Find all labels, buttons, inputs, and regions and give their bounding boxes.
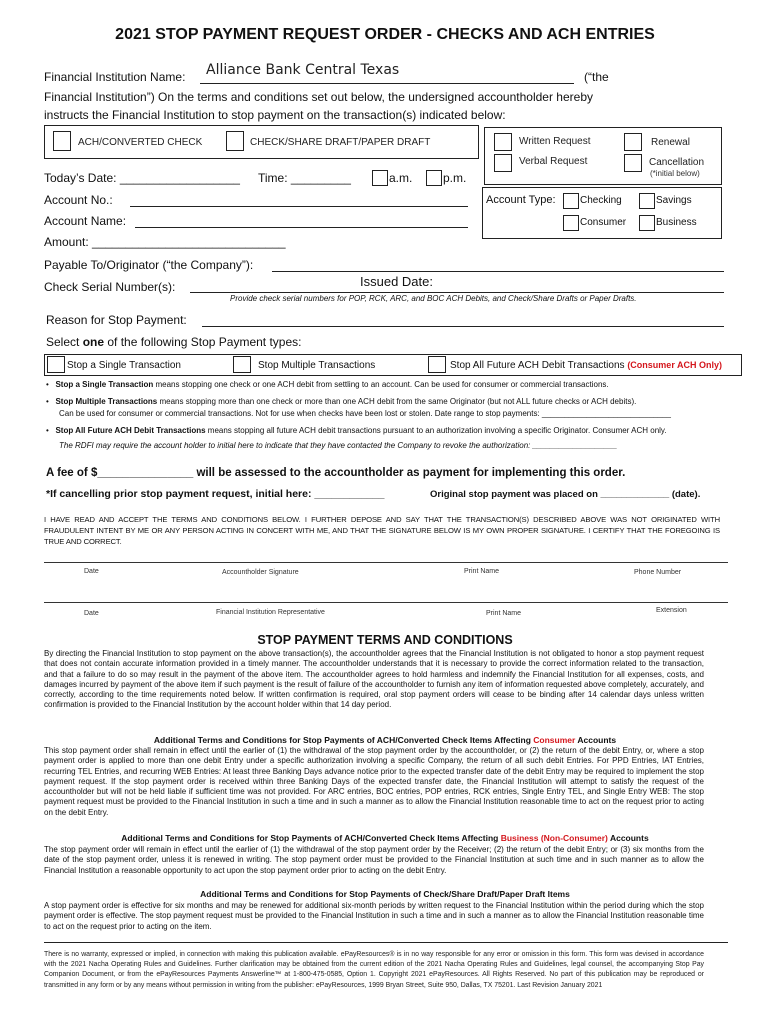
terms-h2 bbox=[0, 735, 770, 745]
check-share-checkbox[interactable] bbox=[226, 131, 244, 151]
intro-line2: Financial Institution”) On the terms and conditions set out below, the undersigned accountholder hereby bbox=[44, 90, 593, 104]
fin-name-field[interactable] bbox=[200, 83, 574, 84]
time-label: Time: _________ bbox=[258, 171, 351, 185]
sig-date-1: Date bbox=[84, 568, 99, 575]
signature-line-2[interactable] bbox=[44, 602, 728, 603]
all-future-checkbox[interactable] bbox=[428, 356, 446, 373]
checking-checkbox[interactable] bbox=[563, 193, 579, 209]
terms-p4: A stop payment order is effective for six months and may be renewed for additional six-month periods by written request to the Financial Institution within the period during which the stop payment order is effective. The stop payment request must be provided to the Financial Institution in such a time and in such a manner as to allow the Financial Institution reasonable time to act on the request prior to acting on the item. bbox=[44, 901, 704, 931]
account-name-field[interactable] bbox=[135, 227, 468, 228]
sig-extension: Extension bbox=[656, 607, 687, 614]
all-future-text: Stop All Future ACH Debit Transactions bbox=[450, 360, 628, 371]
footer-text: There is no warranty, expressed or implied, in connection with making this publication available. ePayResources® is in no way responsible for any error or omission in this form. This form was devised in accordance with the 2021 Nacha Operating Rules and Guidelines. Further clarification may be obtained from the current edition of the 2021 Nacha Operating Rules and Guidelines, legal counsel, the accompanying Stop Pay Companion Document, or from the ePayResources Payments Answerline™ at 1-800-475-0585, Option 1. Copyright 2021 ePayResources. All Rights Reserved. No part of this publication may be reproduced or transmitted in any form or by any means without permission in writing from the publisher: ePayResources, 1999 Bryan Street, Suite 950, Dallas, TX 75201. Last Revision January 2021 bbox=[44, 951, 704, 989]
sig-phone: Phone Number bbox=[634, 569, 682, 576]
terms-h3-red: Business (Non-Consumer) bbox=[500, 833, 608, 843]
bullet-3-line2: The RDFI may require the account holder to initial here to indicate that they have contacted the Company to revoke the authorization: ___________________ bbox=[59, 441, 618, 450]
the-suffix: (“the bbox=[584, 70, 609, 84]
verbal-request-checkbox[interactable] bbox=[494, 154, 512, 172]
bullet-2-line2: Can be used for consumer or commercial transactions. Not for use when checks have been lost or stolen. Date range to stop payments: _____________________________ bbox=[59, 409, 671, 418]
bullet-3 bbox=[46, 426, 667, 435]
bullet-2 bbox=[46, 397, 636, 406]
account-type-label: Account Type: bbox=[486, 194, 556, 206]
single-transaction-checkbox[interactable] bbox=[47, 356, 65, 373]
multiple-transactions-checkbox[interactable] bbox=[233, 356, 251, 373]
serial-note: Provide check serial numbers for POP, RCK, ARC, and BOC ACH Debits, and Check/Share Drafts or Paper Drafts. bbox=[230, 294, 637, 303]
bullet-1 bbox=[46, 380, 609, 389]
todays-date-label: Today’s Date: __________________ bbox=[44, 171, 240, 185]
terms-p1: By directing the Financial Institution to stop payment on the above transaction(s), the accountholder agrees that the Financial Institution is not obligated to honor a stop payment request that does not contain accurate information provided in a timely manner. The accountholder understands that it is necessary to provide the correct information related to the transaction, and that a failure to do so may result in the payment of the above item. The accountholder agrees to hold harmless and indemnify the Financial Institution for all expenses, costs, and damages incurred by payment of the above item if such payment is the result of failure of the accountholder to furnish any item of information requested above completely, accurately, and correctly, according to the time requirements noted below. If written confirmation is required, oral stop payment orders will cease to be binding after 14 calendar days unless written confirmation is provided to the Financial Institution by the account holder within that 14 day period. bbox=[44, 649, 704, 710]
bullet-3-rest: means stopping all future ACH debit transactions pursuant to an authorization involving a specific Originator. Consumer ACH only. bbox=[205, 426, 667, 435]
bullet-dot: • bbox=[46, 426, 56, 435]
terms-h4: Additional Terms and Conditions for Stop Payments of Check/Share Draft/Paper Draft Items bbox=[200, 889, 570, 899]
check-share-label: CHECK/SHARE DRAFT/PAPER DRAFT bbox=[250, 137, 431, 148]
account-no-field[interactable] bbox=[130, 206, 468, 207]
reason-label: Reason for Stop Payment: bbox=[46, 313, 187, 327]
ach-converted-checkbox[interactable] bbox=[53, 131, 71, 151]
business-label: Business bbox=[656, 217, 697, 228]
bullet-1-bold: Stop a Single Transaction bbox=[55, 380, 154, 389]
terms-heading: STOP PAYMENT TERMS AND CONDITIONS bbox=[257, 633, 513, 647]
written-request-checkbox[interactable] bbox=[494, 133, 512, 151]
bullet-dot: • bbox=[46, 380, 56, 389]
renewal-checkbox[interactable] bbox=[624, 133, 642, 151]
fin-name-label: Financial Institution Name: bbox=[44, 70, 186, 84]
select-one: one bbox=[82, 335, 105, 349]
terms-h2-pre: Additional Terms and Conditions for Stop Payments of ACH/Converted Check Items Affecting bbox=[153, 735, 534, 745]
fin-name-value: Alliance Bank Central Texas bbox=[206, 62, 400, 78]
account-no-label: Account No.: bbox=[44, 193, 113, 207]
terms-h3-pre: Additional Terms and Conditions for Stop Payments of ACH/Converted Check Items Affecting bbox=[121, 833, 501, 843]
payable-to-field[interactable] bbox=[272, 271, 724, 272]
intro-line3: instructs the Financial Institution to stop payment on the transaction(s) indicated below: bbox=[44, 108, 506, 122]
terms-p3: The stop payment order will remain in effect until the earlier of (1) the withdrawal of the stop payment order by the Receiver; (2) the return of the debit Entry; or (3) six months from the date of the stop payment order, unless it is renewed in writing. The stop payment order must be provided to the Financial Institution at such time and in such manner as to allow the Financial Institution a reasonable opportunity to act upon the stop payment order prior to acting on the debit Entry. bbox=[44, 845, 704, 875]
sig-accountholder: Accountholder Signature bbox=[222, 569, 299, 576]
am-checkbox[interactable] bbox=[372, 170, 388, 186]
sig-fi-rep: Financial Institution Representative bbox=[216, 609, 325, 616]
terms-h2-post: Accounts bbox=[575, 735, 617, 745]
select-heading bbox=[46, 335, 301, 349]
savings-checkbox[interactable] bbox=[639, 193, 655, 209]
verbal-request-label: Verbal Request bbox=[519, 156, 588, 167]
cancellation-label: Cancellation bbox=[649, 157, 705, 168]
business-checkbox[interactable] bbox=[639, 215, 655, 231]
ach-converted-label: ACH/CONVERTED CHECK bbox=[78, 137, 203, 148]
terms-h3-post: Accounts bbox=[607, 833, 649, 843]
terms-p2: This stop payment order shall remain in effect until the earlier of (1) the withdrawal of the stop payment order by the accountholder, or (2) the return of the debit Entry, or, where a stop payment order is applied to more than one debit Entry under a specific authorization involving a specific Company, the return of all such debit Entries. For PPD Entries, IAT Entries, recurring TEL Entries, and recurring WEB Entries: At least three Banking Days advance notice prior to the expected transfer date of the debit Entry may be required to implement the stop payment request. If the stop payment order is received within three Banking Days of the expected transfer date, the Financial Institution will attempt to satisfy the request of the accountholder but will not be held liable if sufficient time was not provided. For ARC entries, BOC entries, POP entries, RCK entries, Single Entry TEL, and Single Entry WEB: The stop payment request must be provided to the Financial Institution in such a time and in such a manner as to allow the Financial Institution reasonable time to act on the request prior to acting on the debit Entry. bbox=[44, 746, 704, 817]
checking-label: Checking bbox=[580, 195, 622, 206]
cancellation-checkbox[interactable] bbox=[624, 154, 642, 172]
consumer-label: Consumer bbox=[580, 217, 627, 228]
reason-field[interactable] bbox=[202, 326, 724, 327]
page-title: 2021 STOP PAYMENT REQUEST ORDER - CHECKS AND ACH ENTRIES bbox=[115, 26, 655, 43]
payable-to-label: Payable To/Originator (“the Company”): bbox=[44, 258, 254, 272]
all-future-label bbox=[450, 360, 722, 371]
bullet-2-rest: means stopping more than one check or more than one ACH debit from the same Originator (but not ALL future checks or ACH debits). bbox=[157, 397, 637, 406]
savings-label: Savings bbox=[656, 195, 692, 206]
sig-print-name-1: Print Name bbox=[464, 568, 500, 575]
signature-line-1[interactable] bbox=[44, 562, 728, 563]
sig-date-2: Date bbox=[84, 610, 99, 617]
amount-label: Amount: _____________________________ bbox=[44, 235, 286, 249]
initial-below-note: (*initial below) bbox=[650, 169, 700, 178]
issued-date-label: Issued Date: bbox=[360, 274, 433, 289]
written-request-label: Written Request bbox=[519, 136, 591, 147]
consumer-only-text: (Consumer ACH Only) bbox=[627, 360, 722, 370]
sig-print-name-2: Print Name bbox=[486, 610, 522, 617]
select-suffix: of the following Stop Payment types: bbox=[104, 335, 302, 349]
pm-checkbox[interactable] bbox=[426, 170, 442, 186]
multiple-transactions-label: Stop Multiple Transactions bbox=[258, 360, 376, 371]
select-prefix: Select bbox=[46, 335, 83, 349]
renewal-label: Renewal bbox=[651, 137, 690, 148]
check-serial-field[interactable] bbox=[190, 292, 724, 293]
fee-line: A fee of $_______________ will be assessed to the accountholder as payment for implementing this order. bbox=[46, 467, 626, 479]
cancel-initial-line: *If cancelling prior stop payment request, initial here: ____________ bbox=[46, 488, 385, 500]
original-date-line: Original stop payment was placed on _____________ (date). bbox=[430, 489, 701, 500]
bullet-dot: • bbox=[46, 397, 56, 406]
footer-divider bbox=[44, 942, 728, 943]
bullet-2-bold: Stop Multiple Transactions bbox=[55, 397, 158, 406]
bullet-1-rest: means stopping one check or one ACH debit from settling to an account. Can be used for consumer or commercial transactions. bbox=[153, 380, 609, 389]
account-name-label: Account Name: bbox=[44, 214, 127, 228]
am-label: a.m. bbox=[389, 171, 413, 185]
pm-label: p.m. bbox=[443, 171, 467, 185]
single-transaction-label: Stop a Single Transaction bbox=[67, 360, 181, 371]
terms-h3 bbox=[0, 833, 770, 843]
check-serial-label: Check Serial Number(s): bbox=[44, 280, 176, 294]
certification-text: I HAVE READ AND ACCEPT THE TERMS AND CONDITIONS BELOW. I FURTHER DEPOSE AND SAY THAT THE TRANSACTION(S) DESCRIBED ABOVE WAS NOT ORIGINATED WITH FRAUDULENT INTENT BY ME OR ANY PERSON ACTING IN CONCERT WITH ME, AND THAT THE SIGNATURE BELOW IS MY OWN PROPER SIGNATURE. I CERTIFY THAT THE FOREGOING IS TRUE AND CORRECT. bbox=[44, 515, 720, 546]
consumer-checkbox[interactable] bbox=[563, 215, 579, 231]
terms-h2-red: Consumer bbox=[533, 735, 576, 745]
bullet-3-bold: Stop All Future ACH Debit Transactions bbox=[55, 426, 206, 435]
